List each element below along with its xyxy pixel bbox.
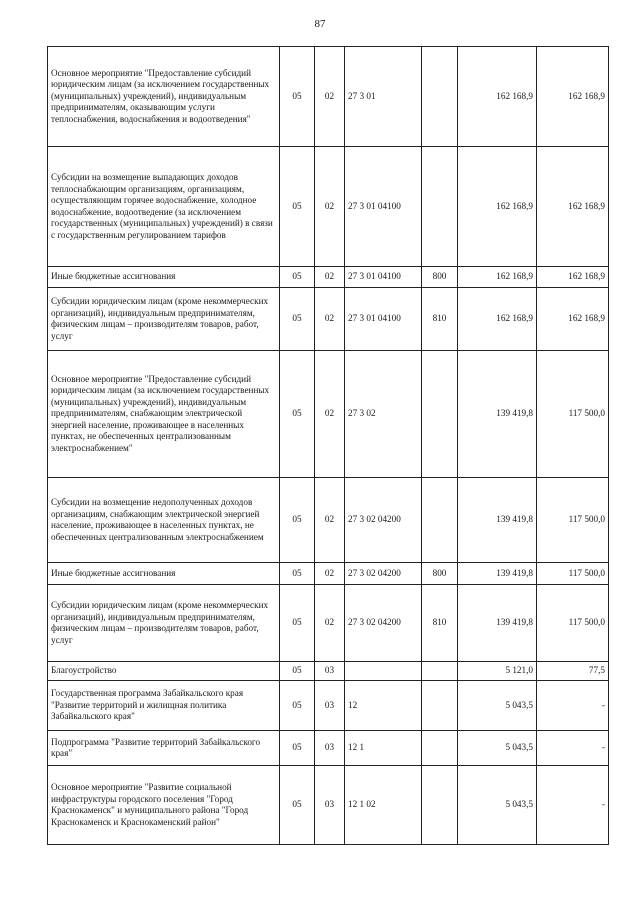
table-row	[48, 585, 609, 662]
row-name: Иные бюджетные ассигнования	[48, 267, 280, 288]
row-name: Субсидии на возмещение недополученных доходов организациям, снабжающим электрической энергией население, проживающее в населенных пунктах, не обеспеченных централизованным электроснабжением	[48, 478, 280, 563]
row-section: 05	[280, 662, 315, 681]
row-sum-2: -	[537, 731, 609, 766]
row-section: 05	[280, 147, 315, 267]
row-subsection: 02	[315, 147, 345, 267]
row-name: Субсидии юридическим лицам (кроме некоммерческих организаций), индивидуальным предпринимателям, физическим лицам – производителям товаров, работ, услуг	[48, 288, 280, 351]
row-target-article: 27 3 02	[345, 351, 422, 478]
row-sum-1: 139 419,8	[458, 585, 537, 662]
row-section: 05	[280, 681, 315, 731]
row-target-article: 27 3 01 04100	[345, 288, 422, 351]
row-sum-2: 162 168,9	[537, 267, 609, 288]
row-section: 05	[280, 478, 315, 563]
row-target-article: 27 3 01	[345, 47, 422, 147]
row-section: 05	[280, 47, 315, 147]
row-section: 05	[280, 288, 315, 351]
row-section: 05	[280, 563, 315, 585]
row-name: Государственная программа Забайкальского края "Развитие территорий и жилищная политика Забайкальского края"	[48, 681, 280, 731]
row-sum-1: 5 043,5	[458, 681, 537, 731]
row-subsection: 03	[315, 681, 345, 731]
row-target-article: 27 3 01 04100	[345, 267, 422, 288]
row-expense-type: 810	[422, 585, 458, 662]
row-expense-type: 810	[422, 288, 458, 351]
table-row	[48, 288, 609, 351]
row-expense-type	[422, 766, 458, 845]
row-target-article: 12	[345, 681, 422, 731]
row-sum-1: 162 168,9	[458, 47, 537, 147]
table-row	[48, 478, 609, 563]
row-sum-2: 162 168,9	[537, 147, 609, 267]
row-target-article	[345, 662, 422, 681]
row-sum-2: 117 500,0	[537, 585, 609, 662]
row-subsection: 02	[315, 267, 345, 288]
row-name: Субсидии на возмещение выпадающих доходов теплоснабжающим организациям, организациям, осуществляющим горячее водоснабжение, холодное водоснабжение, водоотведение (за исключением государственных (муниципальных) учреждений) в связи с государственным регулированием тарифов	[48, 147, 280, 267]
table-row	[48, 766, 609, 845]
row-target-article: 12 1 02	[345, 766, 422, 845]
table-row	[48, 563, 609, 585]
row-subsection: 02	[315, 563, 345, 585]
table-row	[48, 681, 609, 731]
row-expense-type	[422, 351, 458, 478]
row-sum-1: 139 419,8	[458, 563, 537, 585]
table-row	[48, 662, 609, 681]
table-row	[48, 147, 609, 267]
row-section: 05	[280, 766, 315, 845]
row-expense-type	[422, 662, 458, 681]
row-target-article: 12 1	[345, 731, 422, 766]
row-expense-type	[422, 731, 458, 766]
row-section: 05	[280, 351, 315, 478]
table-row	[48, 267, 609, 288]
row-section: 05	[280, 585, 315, 662]
row-sum-2: 162 168,9	[537, 47, 609, 147]
row-subsection: 03	[315, 766, 345, 845]
row-expense-type	[422, 478, 458, 563]
budget-table	[47, 46, 609, 845]
row-target-article: 27 3 02 04200	[345, 563, 422, 585]
row-subsection: 02	[315, 288, 345, 351]
row-name: Подпрограмма "Развитие территорий Забайкальского края"	[48, 731, 280, 766]
row-expense-type	[422, 47, 458, 147]
row-name: Благоустройство	[48, 662, 280, 681]
row-name: Субсидии юридическим лицам (кроме некоммерческих организаций), индивидуальным предпринимателям, физическим лицам – производителям товаров, работ, услуг	[48, 585, 280, 662]
row-sum-1: 162 168,9	[458, 267, 537, 288]
row-expense-type: 800	[422, 563, 458, 585]
table-row	[48, 47, 609, 147]
row-target-article: 27 3 02 04200	[345, 585, 422, 662]
row-sum-1: 5 043,5	[458, 766, 537, 845]
table-row	[48, 351, 609, 478]
row-sum-2: 117 500,0	[537, 563, 609, 585]
row-target-article: 27 3 01 04100	[345, 147, 422, 267]
row-subsection: 02	[315, 585, 345, 662]
row-sum-2: -	[537, 766, 609, 845]
row-name: Основное мероприятие "Развитие социальной инфраструктуры городского поселения "Город Краснокаменск" и муниципального района "Город Краснокаменск и Краснокаменский район"	[48, 766, 280, 845]
row-name: Иные бюджетные ассигнования	[48, 563, 280, 585]
row-sum-2: 162 168,9	[537, 288, 609, 351]
row-sum-1: 139 419,8	[458, 351, 537, 478]
row-sum-2: 77,5	[537, 662, 609, 681]
row-sum-1: 139 419,8	[458, 478, 537, 563]
row-expense-type	[422, 681, 458, 731]
row-subsection: 02	[315, 351, 345, 478]
row-sum-2: -	[537, 681, 609, 731]
table-row	[48, 731, 609, 766]
row-subsection: 02	[315, 478, 345, 563]
row-sum-1: 162 168,9	[458, 288, 537, 351]
row-subsection: 03	[315, 662, 345, 681]
row-sum-1: 5 121,0	[458, 662, 537, 681]
row-subsection: 02	[315, 47, 345, 147]
row-target-article: 27 3 02 04200	[345, 478, 422, 563]
row-sum-1: 5 043,5	[458, 731, 537, 766]
row-expense-type: 800	[422, 267, 458, 288]
row-sum-1: 162 168,9	[458, 147, 537, 267]
row-sum-2: 117 500,0	[537, 351, 609, 478]
row-section: 05	[280, 267, 315, 288]
row-subsection: 03	[315, 731, 345, 766]
row-name: Основное мероприятие "Предоставление субсидий юридическим лицам (за исключением государственных (муниципальных) учреждений), индивидуальным предпринимателям, оказывающим услуги теплоснабжения, водоснабжения и водоотведения"	[48, 47, 280, 147]
row-sum-2: 117 500,0	[537, 478, 609, 563]
row-name: Основное мероприятие "Предоставление субсидий юридическим лицам (за исключением государственных (муниципальных) учреждений), индивидуальным предпринимателям, снабжающим электрической энергией население, проживающее в населенных пунктах, не обеспеченных централизованным электроснабжением"	[48, 351, 280, 478]
row-expense-type	[422, 147, 458, 267]
page-number: 87	[314, 18, 326, 30]
row-section: 05	[280, 731, 315, 766]
